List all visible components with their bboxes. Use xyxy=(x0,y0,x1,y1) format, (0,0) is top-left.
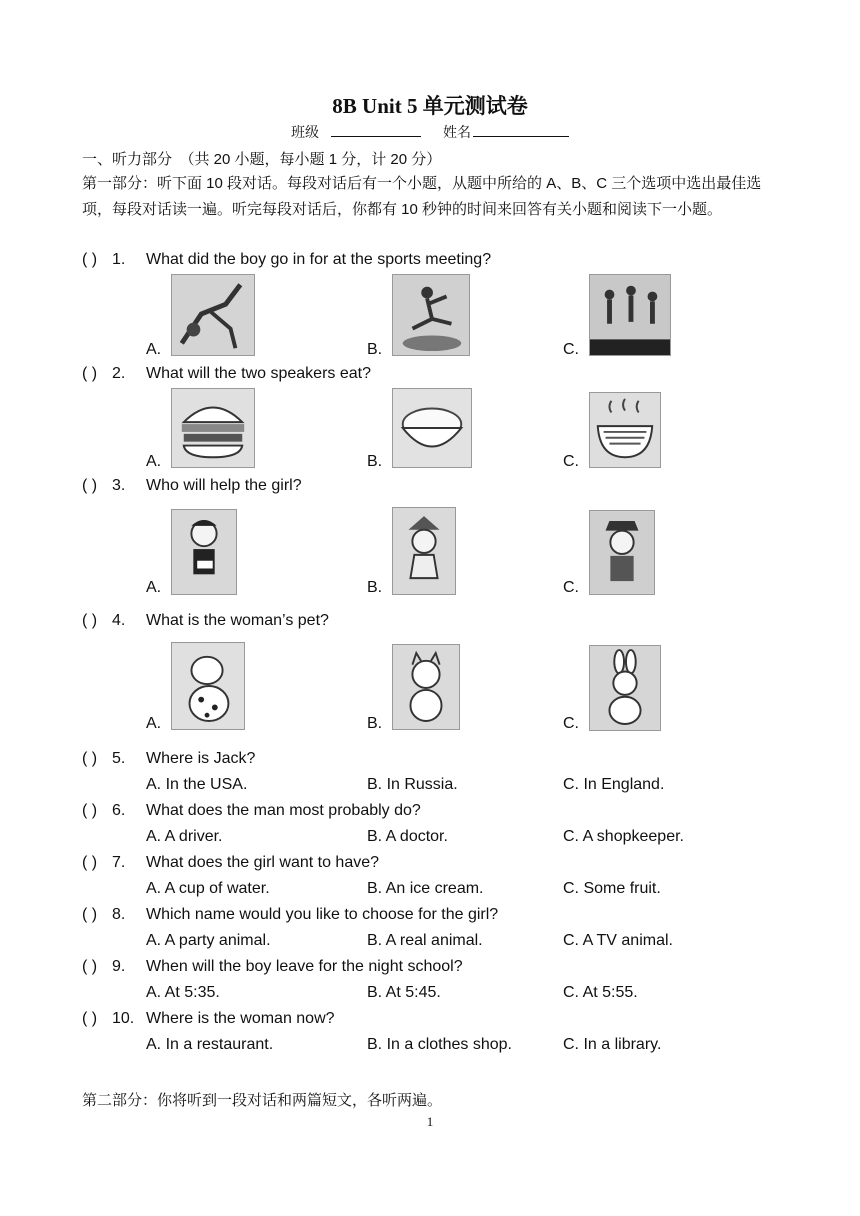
rabbit-picture xyxy=(589,645,661,731)
question-text: What does the man most probably do? xyxy=(146,802,421,819)
option-a[interactable]: A. At 5:35. xyxy=(146,984,220,1001)
rice-bowl-picture xyxy=(392,388,472,468)
option-c[interactable]: C. xyxy=(563,453,579,470)
option-c[interactable]: C. In England. xyxy=(563,776,665,793)
page-title: 8B Unit 5 单元测试卷 xyxy=(332,94,528,118)
dancing-picture xyxy=(589,274,671,356)
question-6 xyxy=(82,802,421,820)
question-number: 6. xyxy=(112,802,126,819)
option-b[interactable]: B. In a clothes shop. xyxy=(367,1036,512,1053)
question-3 xyxy=(82,477,302,495)
option-b[interactable]: B. xyxy=(367,715,383,732)
option-a[interactable]: A. A driver. xyxy=(146,828,223,845)
question-number: 8. xyxy=(112,906,126,923)
option-c[interactable]: C. Some fruit. xyxy=(563,880,661,897)
option-a[interactable]: A. xyxy=(146,341,162,358)
question-text: What did the boy go in for at the sports meeting? xyxy=(146,251,492,268)
part2-instructions: 第二部分：你将听到一段对话和两篇短文，各听两遍。 xyxy=(82,1092,443,1109)
option-c[interactable]: C. A shopkeeper. xyxy=(563,828,684,845)
name-blank[interactable] xyxy=(473,124,569,137)
answer-paren[interactable]: ( ) xyxy=(82,251,98,268)
option-c[interactable]: C. xyxy=(563,715,579,732)
question-8 xyxy=(82,906,498,924)
option-c[interactable]: C. xyxy=(563,341,579,358)
option-c[interactable]: C. In a library. xyxy=(563,1036,662,1053)
answer-paren[interactable]: ( ) xyxy=(82,612,98,629)
newspaper-boy-picture xyxy=(171,509,237,595)
question-5 xyxy=(82,750,255,768)
option-b[interactable]: B. xyxy=(367,453,383,470)
class-blank[interactable] xyxy=(331,124,421,137)
option-b[interactable]: B. A doctor. xyxy=(367,828,448,845)
answer-paren[interactable]: ( ) xyxy=(82,477,98,494)
option-a[interactable]: A. A cup of water. xyxy=(146,880,270,897)
boy-with-hat-picture xyxy=(392,507,456,595)
question-number: 7. xyxy=(112,854,126,871)
noodles-picture xyxy=(589,392,661,468)
question-number: 1. xyxy=(112,251,126,268)
question-9 xyxy=(82,958,463,976)
option-b[interactable]: B. An ice cream. xyxy=(367,880,484,897)
policeman-picture xyxy=(589,510,655,595)
option-b[interactable]: B. xyxy=(367,341,383,358)
question-text: What will the two speakers eat? xyxy=(146,365,371,382)
answer-paren[interactable]: ( ) xyxy=(82,1010,98,1027)
class-label: 班级 xyxy=(291,124,319,140)
option-a[interactable]: A. In a restaurant. xyxy=(146,1036,274,1053)
option-a[interactable]: A. In the USA. xyxy=(146,776,248,793)
question-number: 3. xyxy=(112,477,126,494)
answer-paren[interactable]: ( ) xyxy=(82,906,98,923)
question-text: What is the woman’s pet? xyxy=(146,612,329,629)
answer-paren[interactable]: ( ) xyxy=(82,958,98,975)
question-text: What does the girl want to have? xyxy=(146,854,380,871)
option-b[interactable]: B. In Russia. xyxy=(367,776,458,793)
cat-picture xyxy=(392,644,460,730)
option-c[interactable]: C. xyxy=(563,579,579,596)
question-2 xyxy=(82,365,371,383)
answer-paren[interactable]: ( ) xyxy=(82,750,98,767)
question-text: Which name would you like to choose for the girl? xyxy=(146,906,499,923)
page-number: 1 xyxy=(426,1114,434,1129)
high-jump-picture xyxy=(171,274,255,356)
option-b[interactable]: B. xyxy=(367,579,383,596)
question-1 xyxy=(82,251,491,269)
section-heading: 一、听力部分 （共 20 小题，每小题 1 分，计 20 分） xyxy=(82,151,442,168)
part1-instructions: 第一部分：听下面 10 段对话。每段对话后有一个小题，从题中所给的 A、B、C 三个选项中选出最佳选项，每段对话读一遍。听完每段对话后，你都有 10 秒钟的时间来回答有关小题和阅读下一小题。 xyxy=(82,175,762,218)
option-a[interactable]: A. A party animal. xyxy=(146,932,271,949)
question-7 xyxy=(82,854,379,872)
question-10 xyxy=(82,1010,335,1028)
option-c[interactable]: C. A TV animal. xyxy=(563,932,673,949)
question-number: 2. xyxy=(112,365,126,382)
name-label: 姓名 xyxy=(443,124,471,140)
option-b[interactable]: B. A real animal. xyxy=(367,932,483,949)
question-text: Where is the woman now? xyxy=(146,1010,335,1027)
answer-paren[interactable]: ( ) xyxy=(82,802,98,819)
option-a[interactable]: A. xyxy=(146,579,162,596)
option-a[interactable]: A. xyxy=(146,715,162,732)
answer-paren[interactable]: ( ) xyxy=(82,365,98,382)
dog-picture xyxy=(171,642,245,730)
option-c[interactable]: C. At 5:55. xyxy=(563,984,638,1001)
option-a[interactable]: A. xyxy=(146,453,162,470)
question-text: Who will help the girl? xyxy=(146,477,302,494)
hamburger-picture xyxy=(171,388,255,468)
question-text: When will the boy leave for the night school? xyxy=(146,958,463,975)
question-number: 5. xyxy=(112,750,126,767)
answer-paren[interactable]: ( ) xyxy=(82,854,98,871)
question-text: Where is Jack? xyxy=(146,750,256,767)
student-info xyxy=(0,122,860,142)
question-number: 10. xyxy=(112,1010,135,1027)
question-number: 9. xyxy=(112,958,126,975)
question-4 xyxy=(82,612,329,630)
option-b[interactable]: B. At 5:45. xyxy=(367,984,441,1001)
long-jump-picture xyxy=(392,274,470,356)
question-number: 4. xyxy=(112,612,126,629)
